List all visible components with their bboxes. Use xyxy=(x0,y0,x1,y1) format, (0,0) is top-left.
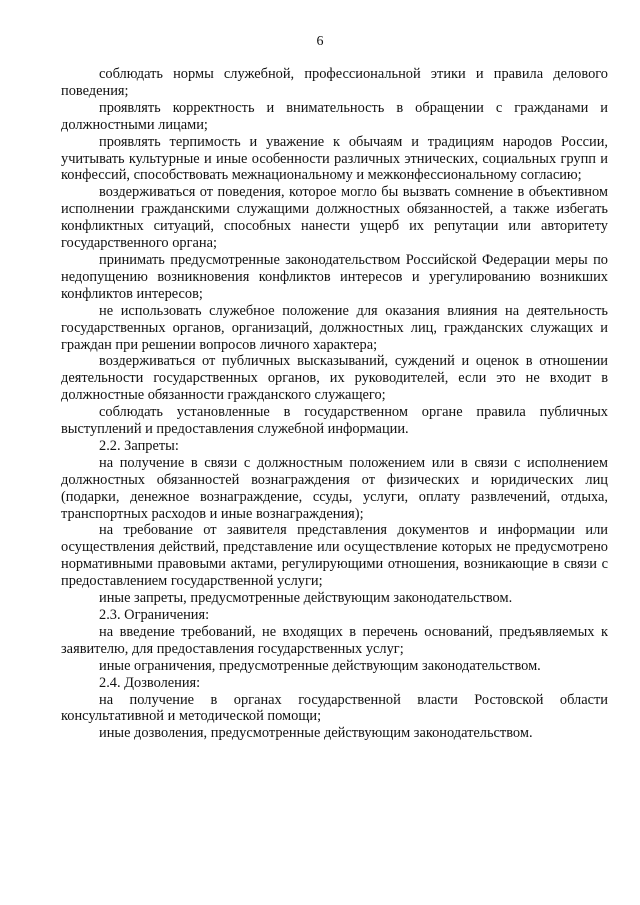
section-heading-prohibitions: 2.2. Запреты: xyxy=(99,437,179,454)
paragraph: воздерживаться от поведения, которое могло бы вызвать сомнение в объективном исполнении гражданскими служащими должностных обязанностей, а также избегать конфликтных ситуаций, способных нанести ущерб их репутации или авторитету государственного органа; xyxy=(61,184,608,252)
paragraph: проявлять терпимость и уважение к обычаям и традициям народов России, учитывать культурные и иные особенности различных этнических, социальных групп и конфессий, способствовать межнациональному и межконфессиональному согласию; xyxy=(61,133,608,184)
paragraph: принимать предусмотренные законодательством Российской Федерации меры по недопущению возникновения конфликтов интересов и урегулированию возникших конфликтов интересов; xyxy=(61,251,608,302)
document-body xyxy=(61,66,608,742)
paragraph: на введение требований, не входящих в перечень оснований, предъявляемых к заявителю, для предоставления государственных услуг; xyxy=(61,623,608,657)
paragraph: иные дозволения, предусмотренные действующим законодательством. xyxy=(99,725,533,742)
paragraph: на требование от заявителя представления документов и информации или осуществления действий, представление или осуществление которых не предусмотрено нормативными правовыми актами, регулирующими отношения, возникающие в связи с предоставлением государственной услуги; xyxy=(61,522,608,590)
section-heading-permissions: 2.4. Дозволения: xyxy=(99,674,201,691)
paragraph: соблюдать установленные в государственном органе правила публичных выступлений и предоставления служебной информации. xyxy=(61,404,608,438)
paragraph: проявлять корректность и внимательность в обращении с гражданами и должностными лицами; xyxy=(61,99,608,133)
paragraph: не использовать служебное положение для оказания влияния на деятельность государственных органов, организаций, должностных лиц, гражданских служащих и граждан при решении вопросов личного характера; xyxy=(61,302,608,353)
page-number: 6 xyxy=(316,34,324,49)
paragraph: соблюдать нормы служебной, профессиональной этики и правила делового поведения; xyxy=(61,66,608,99)
paragraph: иные ограничения, предусмотренные действующим законодательством. xyxy=(99,657,541,674)
paragraph: воздерживаться от публичных высказываний, суждений и оценок в отношении деятельности государственных органов, их руководителей, если это не входит в должностные обязанности гражданского служащего; xyxy=(61,353,608,404)
paragraph: иные запреты, предусмотренные действующим законодательством. xyxy=(99,590,513,607)
paragraph: на получение в связи с должностным положением или в связи с исполнением должностных обязанностей вознаграждения от физических и юридических лиц (подарки, денежное вознаграждение, ссуды, услуги, оплату развлечений, отдыха, транспортных расходов и иные вознаграждения); xyxy=(61,454,608,522)
paragraph: на получение в органах государственной власти Ростовской области консультативной и методической помощи; xyxy=(61,691,608,725)
section-heading-restrictions: 2.3. Ограничения: xyxy=(99,607,210,623)
